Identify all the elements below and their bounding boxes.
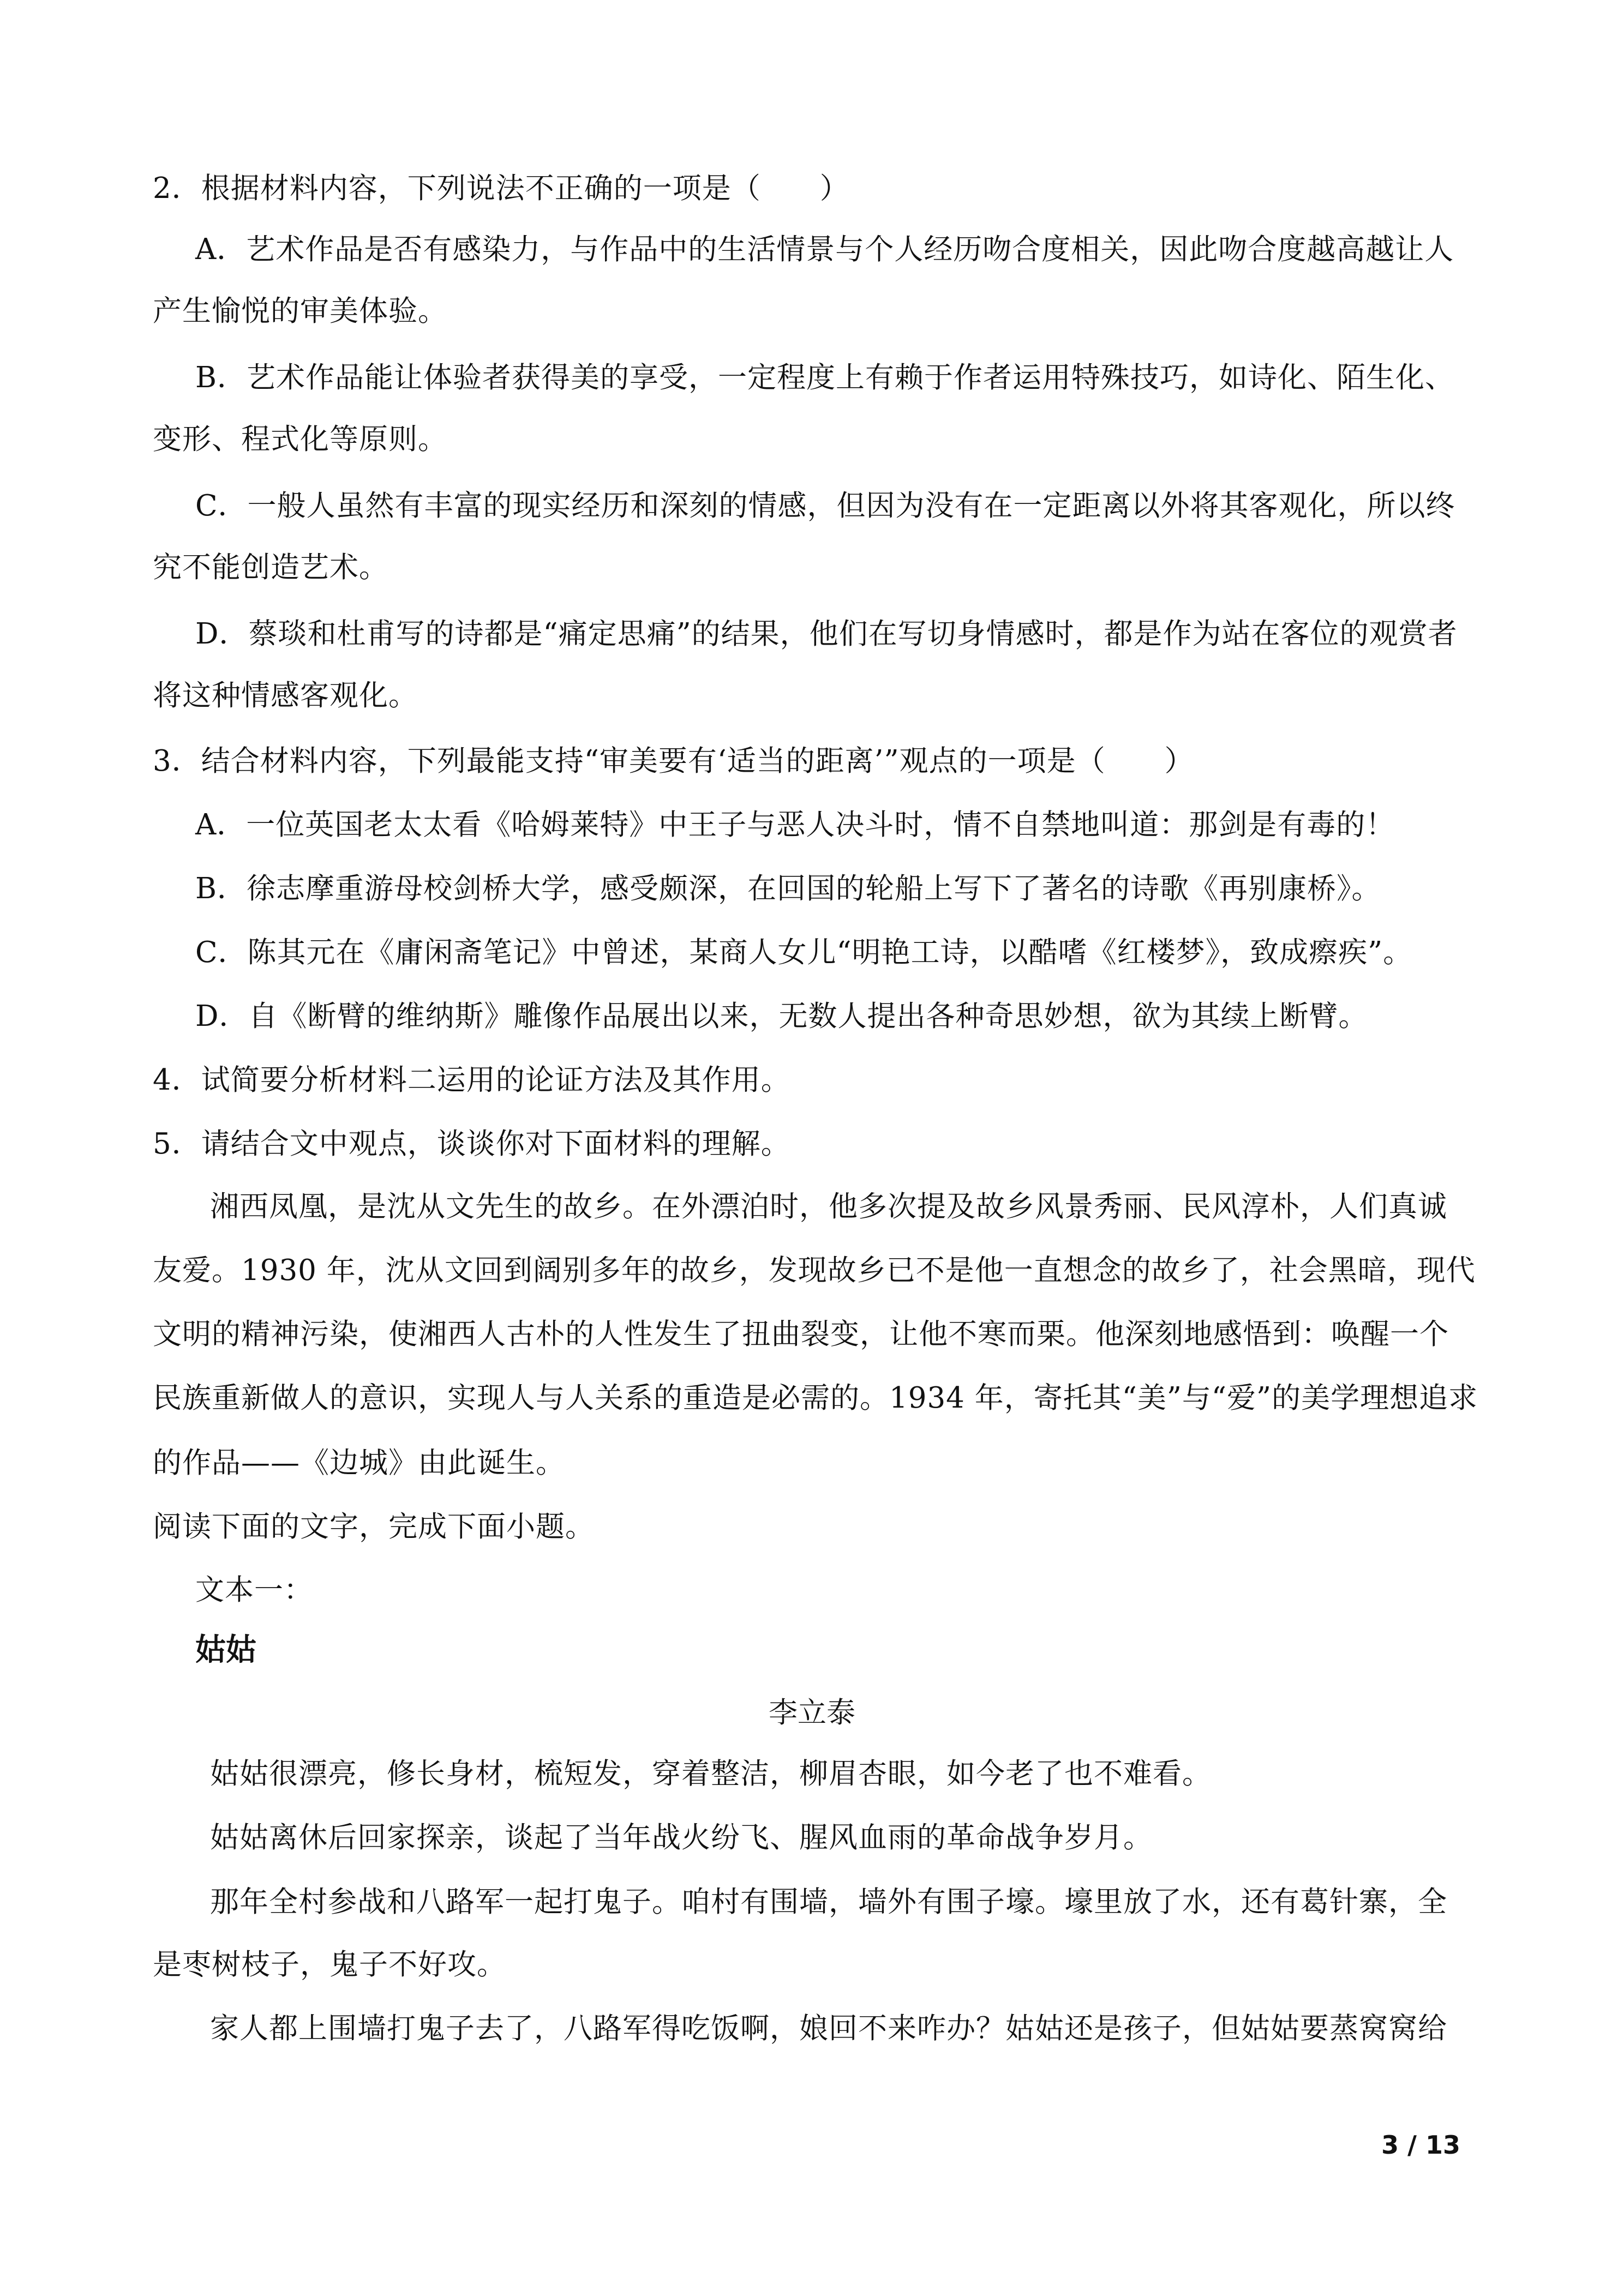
question-3-stem: 3．结合材料内容，下列最能支持“审美要有‘适当的距离’”观点的一项是（ ） <box>153 744 1194 778</box>
story-paragraph-3-line-1: 那年全村参战和八路军一起打鬼子。咱村有围墙，墙外有围子壕。壕里放了水，还有葛针寨，全 <box>210 1885 1447 1919</box>
question-5-material-line-2: 友爱。1930 年，沈从文回到阔别多年的故乡，发现故乡已不是他一直想念的故乡了，社会黑暗，现代 <box>153 1254 1476 1287</box>
question-5-material-line-3: 文明的精神污染，使湘西人古朴的人性发生了扭曲裂变，让他不寒而栗。他深刻地感悟到：唤醒一个 <box>153 1318 1449 1351</box>
question-5-material-line-1: 湘西凤凰，是沈从文先生的故乡。在外漂泊时，他多次提及故乡风景秀丽、民风淳朴，人们真诚 <box>210 1190 1447 1223</box>
question-2-option-a-line-1: A．艺术作品是否有感染力，与作品中的生活情景与个人经历吻合度相关，因此吻合度越高越让人 <box>195 233 1454 266</box>
reading-instruction: 阅读下面的文字，完成下面小题。 <box>153 1510 595 1543</box>
question-4: 4．试简要分析材料二运用的论证方法及其作用。 <box>153 1063 790 1097</box>
question-2-option-c-line-2: 究不能创造艺术。 <box>153 551 388 584</box>
question-5-material-line-4: 民族重新做人的意识，实现人与人关系的重造是必需的。1934 年，寄托其“美”与“爱”的美学理想追求 <box>153 1381 1478 1415</box>
question-3-option-c: C．陈其元在《庸闲斋笔记》中曾述，某商人女儿“明艳工诗，以酷嗜《红楼梦》，致成瘵疾”。 <box>195 936 1413 969</box>
question-2-stem: 2．根据材料内容，下列说法不正确的一项是（ ） <box>153 172 849 205</box>
question-2-option-c-line-1: C．一般人虽然有丰富的现实经历和深刻的情感，但因为没有在一定距离以外将其客观化，所以终 <box>195 489 1455 522</box>
page-number: 3 / 13 <box>1381 2130 1460 2160</box>
question-2-option-d-line-2: 将这种情感客观化。 <box>153 679 418 712</box>
story-paragraph-2: 姑姑离休后回家探亲，谈起了当年战火纷飞、腥风血雨的革命战争岁月。 <box>210 1821 1153 1854</box>
text-one-label: 文本一： <box>195 1573 313 1607</box>
story-author: 李立泰 <box>769 1696 855 1729</box>
story-title: 姑姑 <box>195 1632 256 1668</box>
question-2-option-b-line-2: 变形、程式化等原则。 <box>153 423 447 456</box>
question-2-option-d-line-1: D．蔡琰和杜甫写的诗都是“痛定思痛”的结果，他们在写切身情感时，都是作为站在客位的观赏者 <box>195 617 1458 651</box>
question-3-option-d: D．自《断臂的维纳斯》雕像作品展出以来，无数人提出各种奇思妙想，欲为其续上断臂。 <box>195 1000 1368 1033</box>
question-3-option-b: B．徐志摩重游母校剑桥大学，感受颇深，在回国的轮船上写下了著名的诗歌《再别康桥》。 <box>195 872 1381 905</box>
story-paragraph-4-line-1: 家人都上围墙打鬼子去了，八路军得吃饭啊，娘回不来咋办？姑姑还是孩子，但姑姑要蒸窝窝给 <box>210 2012 1447 2045</box>
question-3-option-a: A．一位英国老太太看《哈姆莱特》中王子与恶人决斗时，情不自禁地叫道：那剑是有毒的！ <box>195 808 1395 842</box>
story-paragraph-3-line-2: 是枣树枝子，鬼子不好攻。 <box>153 1948 506 1981</box>
question-2-option-b-line-1: B．艺术作品能让体验者获得美的享受，一定程度上有赖于作者运用特殊技巧，如诗化、陌生化、 <box>195 361 1454 394</box>
story-paragraph-1: 姑姑很漂亮，修长身材，梳短发，穿着整洁，柳眉杏眼，如今老了也不难看。 <box>210 1757 1212 1790</box>
question-2-option-a-line-2: 产生愉悦的审美体验。 <box>153 294 447 328</box>
question-5-stem: 5．请结合文中观点，谈谈你对下面材料的理解。 <box>153 1127 790 1161</box>
question-5-material-line-5: 的作品——《边城》由此诞生。 <box>153 1446 565 1480</box>
